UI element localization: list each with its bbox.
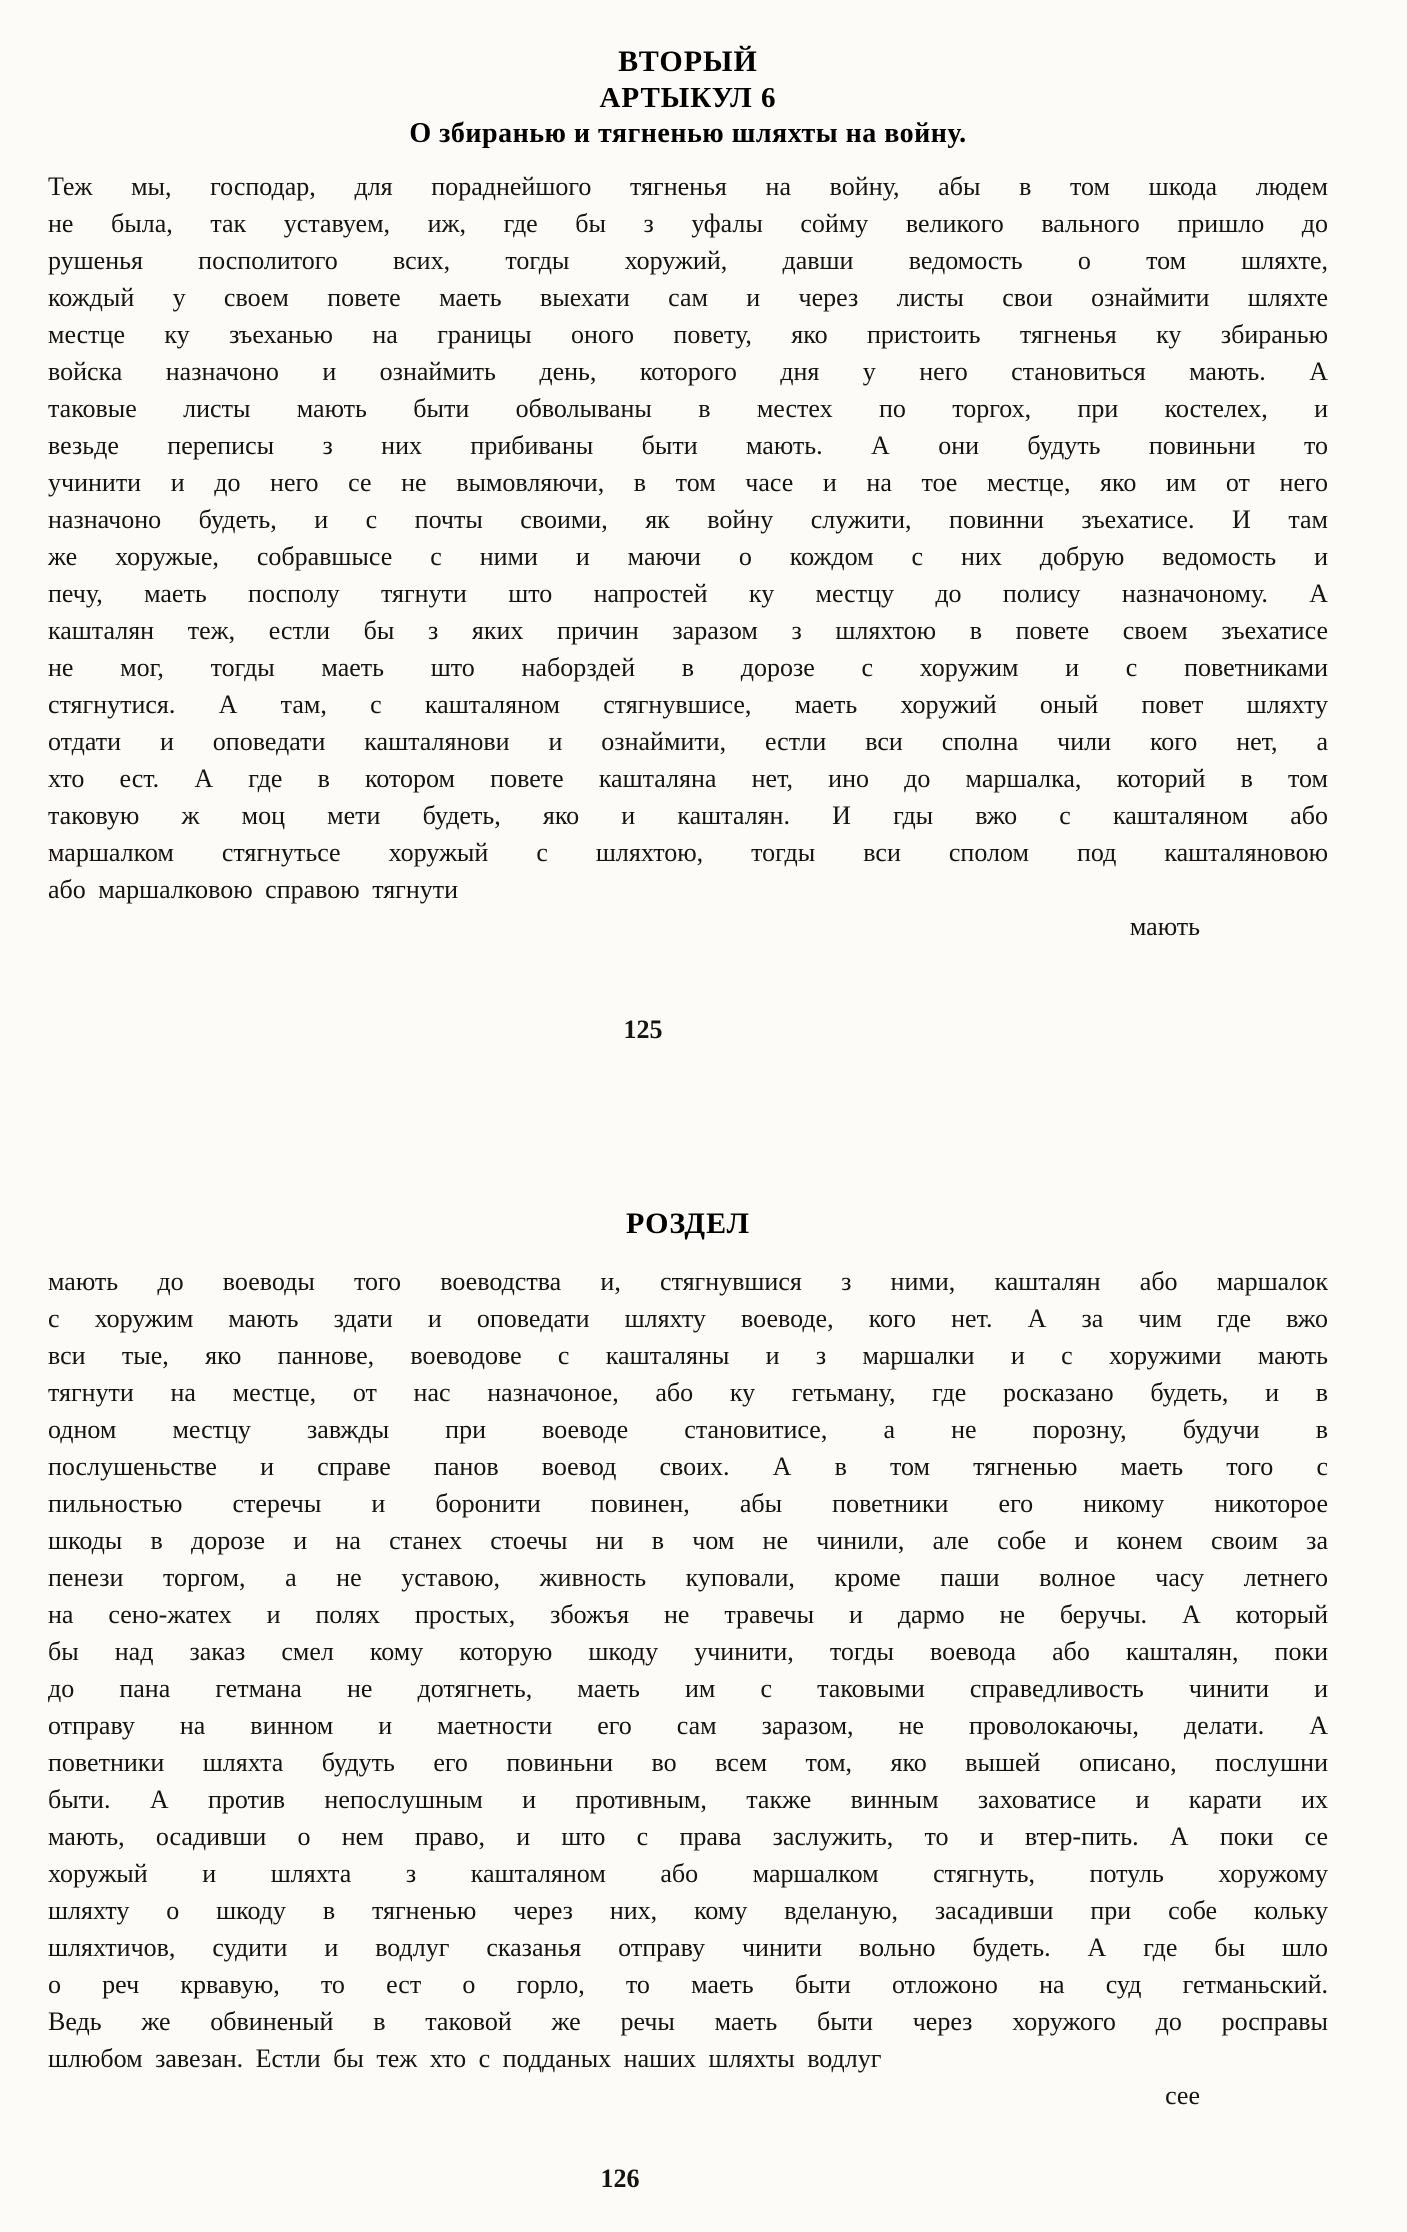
text-line: местце ку зъеханью на границы оного повету, яко пристоить тягненья ку збиранью [48,320,1328,349]
text-line: стягнутися. А там, с кашталяном стягнувшисе, маеть хоружий оный повет шляхту [48,690,1328,719]
text-line: не была, так уставуем, иж, где бы з уфалы сойму великого вального пришло до [48,209,1328,238]
text-line: пенези торгом, а не уставою, живность куповали, кроме паши волное часу летнего [48,1563,1328,1592]
text-line: кашталян теж, естли бы з яких причин заразом з шляхтою в повете своем зъехатисе [48,616,1328,645]
article-title: О збиранью и тягненью шляхты на войну. [409,118,967,149]
article-body-page-125 [48,168,1328,908]
text-line: войска назначоно и ознаймить день, которого дня у него становиться мають. А [48,357,1328,386]
text-line: послушеньстве и справе панов воевод своих. А в том тягненью маеть того с [48,1452,1328,1481]
page-number-126: 126 [600,2164,640,2193]
text-line: хоружый и шляхта з кашталяном або маршалком стягнуть, потуль хоружому [48,1859,1328,1888]
text-line: вси тые, яко паннове, воеводове с кашталяны и з маршалки и с хоружими мають [48,1341,1328,1370]
text-line: быти. А против непослушным и противным, также винным заховатисе и карати их [48,1785,1328,1814]
text-line: же хоружые, собравшысе с ними и маючи о кождом с них добрую ведомость и [48,542,1328,571]
text-line: Ведь же обвиненый в таковой же речы маеть быти через хоружого до росправы [48,2007,1328,2036]
text-line: отправу на винном и маетности его сам заразом, не проволокаючы, делати. А [48,1711,1328,1740]
text-line: о реч крвавую, то ест о горло, то маеть быти отложоно на суд гетманьский. [48,1970,1328,1999]
text-line: везьде переписы з них прибиваны быти мають. А они будуть повиньни то [48,431,1328,460]
text-line: до пана гетмана не дотягнеть, маеть им с таковыми справедливость чинити и [48,1674,1328,1703]
text-line: мають до воеводы того воеводства и, стягнувшися з ними, кашталян або маршалок [48,1267,1328,1296]
text-line: с хоружим мають здати и оповедати шляхту воеводе, кого нет. А за чим где вжо [48,1304,1328,1333]
running-title-part-two: ВТОРЫЙ [618,45,758,78]
article-heading: АРТЫКУЛ 6 [599,82,777,114]
running-title-rozdel: РОЗДЕЛ [625,1207,751,1240]
text-line: рушенья посполитого всих, тогды хоружий, давши ведомость о том шляхте, [48,246,1328,275]
text-line: бы над заказ смел кому которую шкоду учинити, тогды воевода або кашталян, поки [48,1637,1328,1666]
text-line: шляхту о шкоду в тягненью через них, кому вделаную, засадивши при собе кольку [48,1896,1328,1925]
text-line: отдати и оповедати кашталянови и ознаймити, естли вси сполна чили кого нет, а [48,727,1328,756]
text-line: маршалком стягнутьсе хоружый с шляхтою, тогды вси сполом под кашталяновою [48,838,1328,867]
catchword-page-126: сее [1165,2081,1200,2110]
text-line: учинити и до него се не вымовляючи, в том часе и на тое местце, яко им от него [48,468,1328,497]
text-line: поветники шляхта будуть его повиньни во всем том, яко вышей описано, послушни [48,1748,1328,1777]
text-line: Теж мы, господар, для пораднейшого тягненья на войну, абы в том шкода людем [48,172,1328,201]
page-number-125: 125 [623,1015,663,1044]
text-line: пильностью стеречы и боронити повинен, абы поветники его никому никоторое [48,1489,1328,1518]
text-line: або маршалковою справою тягнути [48,875,459,904]
text-line: одном местцу завжды при воеводе становитисе, а не порозну, будучи в [48,1415,1328,1444]
catchword-page-125: мають [1129,912,1200,941]
text-line: мають, осадивши о нем право, и што с права заслужить, то и втер-пить. А поки се [48,1822,1328,1851]
text-line: хто ест. А где в котором повете кашталяна нет, ино до маршалка, которий в том [48,764,1328,793]
text-line: тягнути на местце, от нас назначоное, або ку гетьману, где росказано будеть, и в [48,1378,1328,1407]
article-body-page-126 [48,1263,1328,2077]
text-line: кождый у своем повете маеть выехати сам и через листы свои ознаймити шляхте [48,283,1328,312]
text-line: таковую ж моц мети будеть, яко и кашталян. И гды вжо с кашталяном або [48,801,1328,830]
text-line: шкоды в дорозе и на станех стоечы ни в чом не чинили, але собе и конем своим за [48,1526,1328,1555]
text-line: таковые листы мають быти обволываны в местех по торгох, при костелех, и [48,394,1328,423]
text-line: печу, маеть посполу тягнути што напростей ку местцу до полису назначоному. А [48,579,1328,608]
text-line: назначоно будеть, и с почты своими, як войну служити, повинни зъехатисе. И там [48,505,1328,534]
text-line: не мог, тогды маеть што наборздей в дорозе с хоружим и с поветниками [48,653,1328,682]
text-line: шляхтичов, судити и водлуг сказанья отправу чинити вольно будеть. А где бы шло [48,1933,1328,1962]
text-line: шлюбом завезан. Естли бы теж хто с подданых наших шляхты водлуг [48,2044,882,2073]
text-line: на сено-жатех и полях простых, збожъя не травечы и дармо не беручы. А который [48,1600,1328,1629]
